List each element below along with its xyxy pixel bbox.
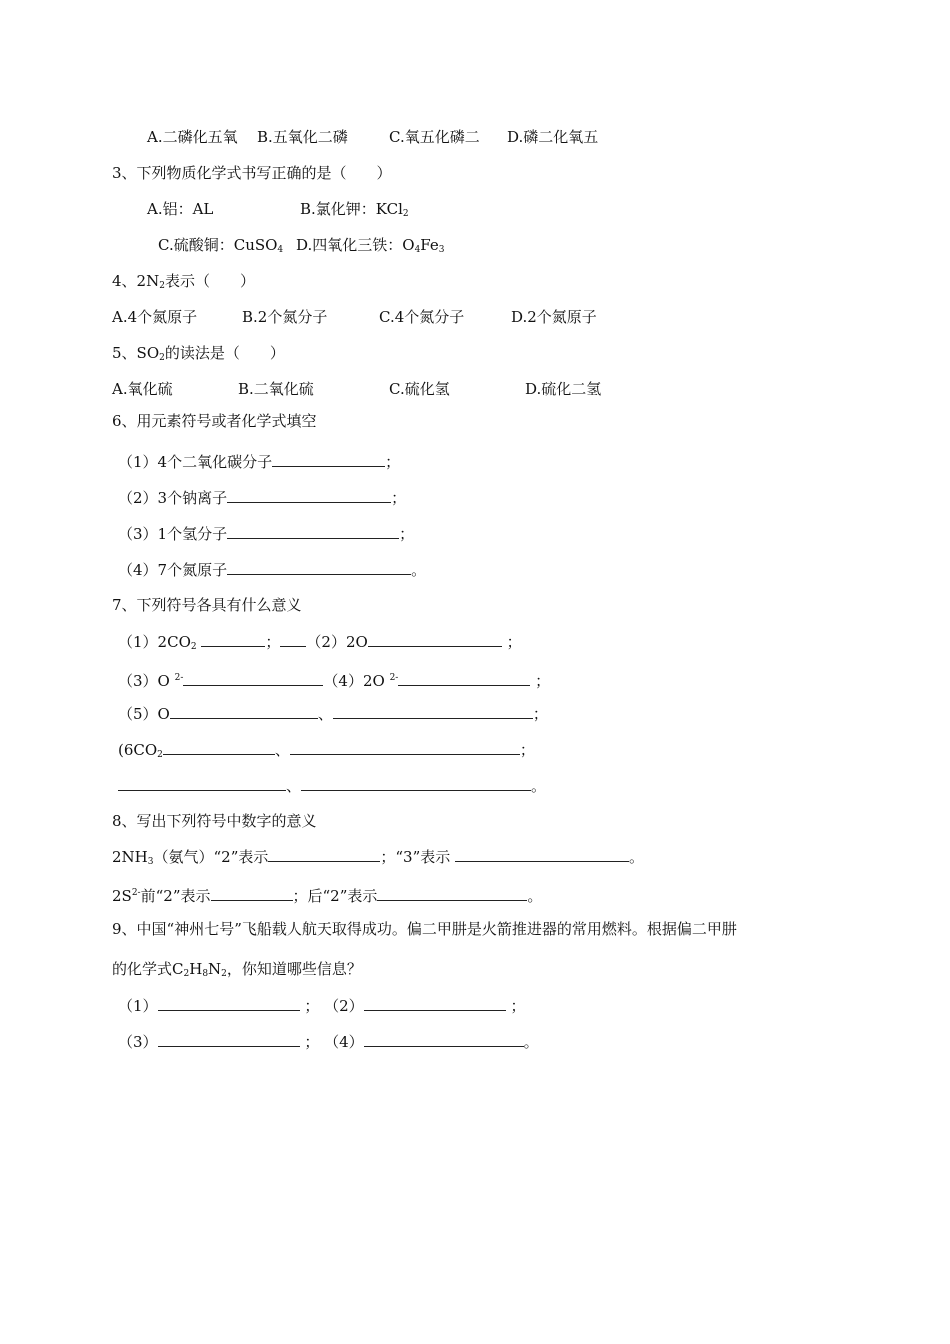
q9-line-2: 的化学式$C_2H_8N_2$，你知道哪些信息？: [112, 960, 362, 979]
answer-blank[interactable]: [398, 671, 530, 686]
answer-blank[interactable]: [170, 704, 318, 719]
q2-option-d: D.磷二化氧五: [507, 128, 599, 146]
q5-option-b: B.二氧化硫: [238, 380, 314, 398]
q6-title: 6、用元素符号或者化学式填空: [112, 412, 317, 430]
q2-option-c: C.氧五化磷二: [389, 128, 480, 146]
answer-blank[interactable]: [455, 847, 629, 862]
answer-blank[interactable]: [280, 632, 306, 647]
q3-row2: [158, 235, 445, 260]
q7-row-5: 、 。: [118, 776, 546, 796]
q4-option-b: B.2个氮分子: [242, 308, 328, 326]
q3-option-c: C.硫酸铜：CuSO$_4$: [158, 236, 284, 255]
q5-options: [112, 379, 601, 399]
answer-blank[interactable]: [377, 886, 527, 901]
q4-option-a: A.4个氮原子: [112, 308, 198, 326]
answer-blank[interactable]: [118, 776, 286, 791]
answer-blank[interactable]: [290, 740, 520, 755]
q8-title: 8、写出下列符号中数字的意义: [112, 812, 317, 830]
answer-blank[interactable]: [163, 740, 275, 755]
q7-title: 7、下列符号各具有什么意义: [112, 596, 302, 614]
q3-option-d: D.四氧化三铁：$O_4Fe_3$: [296, 236, 445, 255]
q6-item-2: （2）3个钠离子 ；: [118, 489, 407, 507]
q7-row-1: $(1)2CO_2$ ； （2）2O ；: [118, 633, 522, 652]
answer-blank[interactable]: [211, 886, 293, 901]
answer-blank[interactable]: [268, 847, 380, 862]
q5-question: 5、$SO_2$的读法是（ ）: [112, 344, 285, 363]
q4-option-d: D.2个氮原子: [511, 308, 597, 326]
answer-blank[interactable]: [183, 671, 323, 686]
answer-blank[interactable]: [364, 996, 506, 1011]
q9-line-1: 9、中国“神州七号”飞船载人航天取得成功。偏二甲肼是火箭推进器的常用燃料。根据偏二甲肼: [112, 920, 737, 938]
q7-row-2: （3）O $^{2-}$ （4）2O $^{2-}$ ；: [118, 672, 551, 690]
answer-blank[interactable]: [333, 704, 533, 719]
q7-row-4: ($6CO_2$ 、 ；: [118, 741, 535, 760]
q6-item-4: （4）7个氮原子 。: [118, 561, 427, 579]
q2-options: [147, 127, 598, 147]
q3-option-b: B.氯化钾：KCl$_2$: [300, 200, 409, 219]
q3-question: 3、下列物质化学式书写正确的是（ ）: [112, 164, 392, 182]
answer-blank[interactable]: [364, 1032, 524, 1047]
q8-line-1: $2NH_3$（氨气）“2”表示 ；“3”表示 。: [112, 848, 645, 867]
answer-blank[interactable]: [201, 632, 265, 647]
answer-blank[interactable]: [301, 776, 531, 791]
q3-row1: [147, 199, 409, 224]
answer-blank[interactable]: [368, 632, 502, 647]
answer-blank[interactable]: [158, 996, 300, 1011]
q9-row-2: （3） ； （4） 。: [118, 1033, 539, 1051]
q4-options: [112, 307, 597, 327]
q5-option-d: D.硫化二氢: [525, 380, 602, 398]
answer-blank[interactable]: [272, 452, 385, 467]
answer-blank[interactable]: [227, 560, 411, 575]
q2-option-a: A.二磷化五氧: [147, 128, 238, 146]
answer-blank[interactable]: [227, 488, 391, 503]
answer-blank[interactable]: [158, 1032, 300, 1047]
q5-option-a: A.氧化硫: [112, 380, 173, 398]
answer-blank[interactable]: [227, 524, 399, 539]
q2-option-b: B.五氧化二磷: [257, 128, 348, 146]
q8-line-2: $2S^{2-}$前“2”表示 ；后“2”表示 。: [112, 887, 543, 905]
q6-item-1: （1）4个二氧化碳分子 ；: [118, 453, 401, 471]
q6-item-3: （3）1个氢分子 ；: [118, 525, 415, 543]
q4-question: 4、$2N_2$表示（ ）: [112, 272, 255, 291]
q7-row-3: （5）O 、 ；: [118, 705, 548, 723]
q5-option-c: C.硫化氢: [389, 380, 450, 398]
q9-row-1: （1） ； （2） ；: [118, 997, 526, 1015]
q4-option-c: C.4个氮分子: [379, 308, 465, 326]
q3-option-a: A.铝：AL: [147, 200, 214, 218]
